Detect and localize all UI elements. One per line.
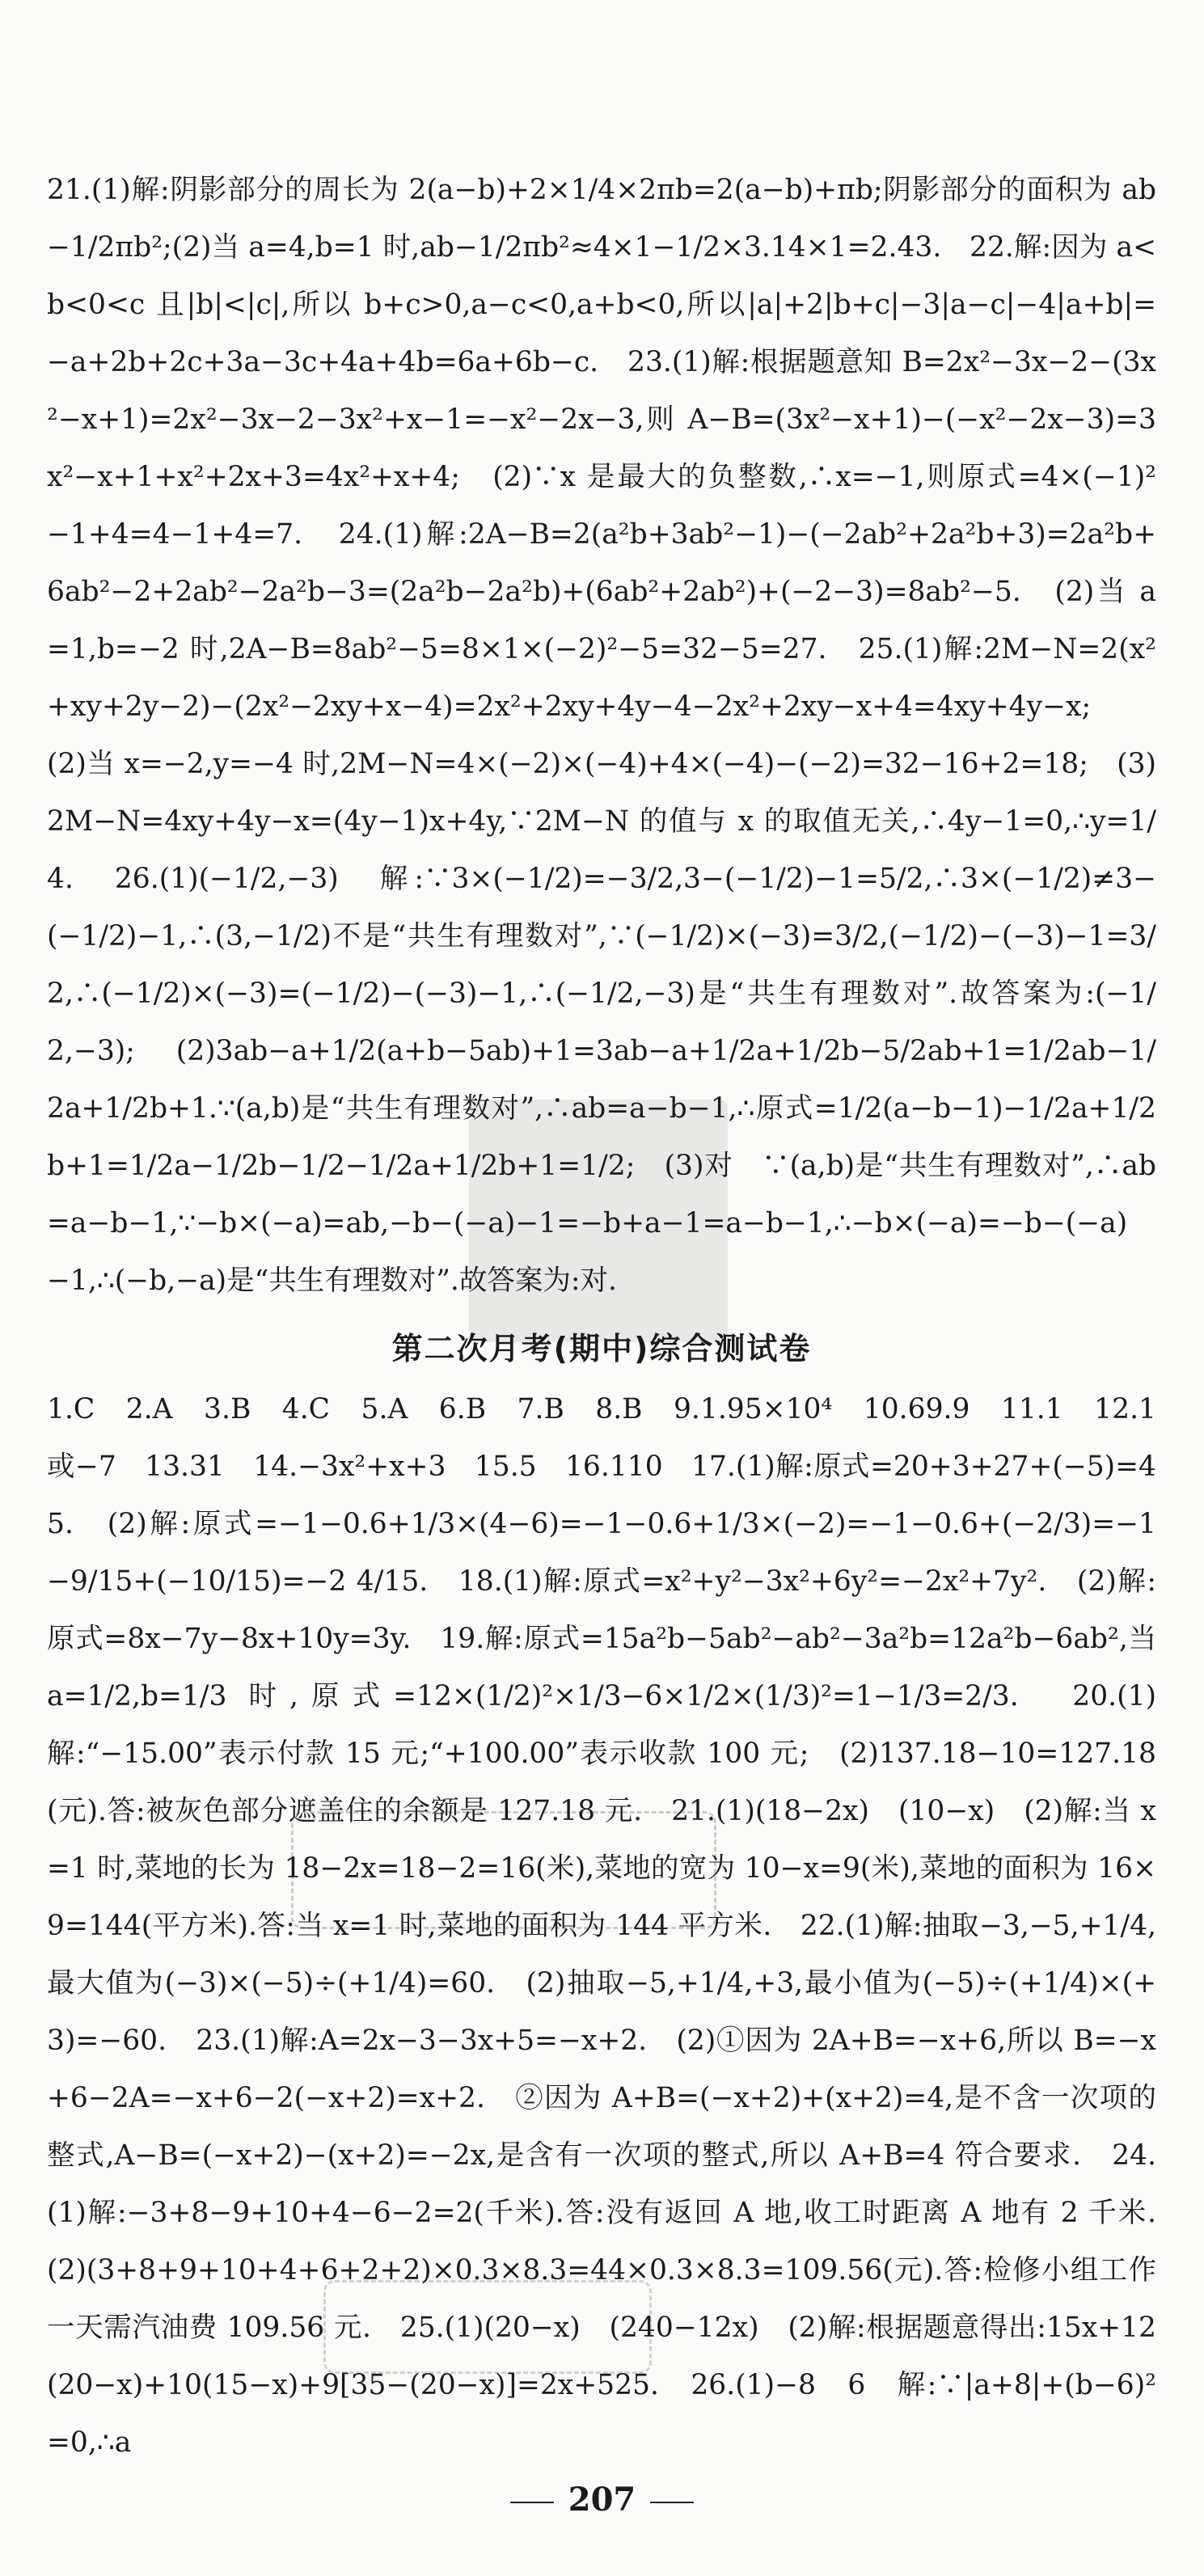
- page-number-text: 207: [568, 2481, 636, 2519]
- answer-paragraph-unit-test: 21.(1)解:阴影部分的周长为 2(a−b)+2×1/4×2πb=2(a−b)+πb;阴影部分的面积为 ab−1/2πb²;(2)当 a=4,b=1 时,ab−1/2πb²≈4×1−1/2×3.14×1=2.43. 22.解:因为 a<b<0<c 且|b|<|c|,所以 b+c>0,a−c<0,a+b<0,所以|a|+2|b+c|−3|a−c|−4|a+b|=−a+2b+2c+3a−3c+4a+4b=6a+6b−c. 23.(1)解:根据题意知 B=2x²−3x−2−(3x²−x+1)=2x²−3x−2−3x²+x−1=−x²−2x−3,则 A−B=(3x²−x+1)−(−x²−2x−3)=3x²−x+1+x²+2x+3=4x²+x+4; (2)∵x 是最大的负整数,∴x=−1,则原式=4×(−1)²−1+4=4−1+4=7. 24.(1)解:2A−B=2(a²b+3ab²−1)−(−2ab²+2a²b+3)=2a²b+6ab²−2+2ab²−2a²b−3=(2a²b−2a²b)+(6ab²+2ab²)+(−2−3)=8ab²−5. (2)当 a=1,b=−2 时,2A−B=8ab²−5=8×1×(−2)²−5=32−5=27. 25.(1)解:2M−N=2(x²+xy+2y−2)−(2x²−2xy+x−4)=2x²+2xy+4y−4−2x²+2xy−x+4=4xy+4y−x; (2)当 x=−2,y=−4 时,2M−N=4×(−2)×(−4)+4×(−4)−(−2)=32−16+2=18; (3)2M−N=4xy+4y−x=(4y−1)x+4y,∵2M−N 的值与 x 的取值无关,∴4y−1=0,∴y=1/4. 26.(1)(−1/2,−3) 解:∵3×(−1/2)=−3/2,3−(−1/2)−1=5/2,∴3×(−1/2)≠3−(−1/2)−1,∴(3,−1/2)不是“共生有理数对”,∵(−1/2)×(−3)=3/2,(−1/2)−(−3)−1=3/2,∴(−1/2)×(−3)=(−1/2)−(−3)−1,∴(−1/2,−3)是“共生有理数对”.故答案为:(−1/2,−3); (2)3ab−a+1/2(a+b−5ab)+1=3ab−a+1/2a+1/2b−5/2ab+1=1/2ab−1/2a+1/2b+1.∵(a,b)是“共生有理数对”,∴ab=a−b−1,∴原式=1/2(a−b−1)−1/2a+1/2b+1=1/2a−1/2b−1/2−1/2a+1/2b+1=1/2; (3)对 ∵(a,b)是“共生有理数对”,∴ab=a−b−1,∵−b×(−a)=ab,−b−(−a)−1=−b+a−1=a−b−1,∴−b×(−a)=−b−(−a)−1,∴(−b,−a)是“共生有理数对”.故答案为:对.: [47, 174, 1156, 1297]
- page-number-right-dash: [650, 2502, 694, 2503]
- page-number-left-dash: [510, 2502, 554, 2503]
- page-number: [0, 2481, 1204, 2519]
- section-title: 第二次月考(期中)综合测试卷: [391, 1331, 812, 1366]
- answer-page: [47, 162, 1185, 2472]
- answer-paragraph-midterm: 1.C 2.A 3.B 4.C 5.A 6.B 7.B 8.B 9.1.95×10⁴ 10.69.9 11.1 12.1 或−7 13.31 14.−3x²+x+3 15.5 16.110 17.(1)解:原式=20+3+27+(−5)=45. (2)解:原式=−1−0.6+1/3×(4−6)=−1−0.6+1/3×(−2)=−1−0.6+(−2/3)=−1−9/15+(−10/15)=−2 4/15. 18.(1)解:原式=x²+y²−3x²+6y²=−2x²+7y². (2)解:原式=8x−7y−8x+10y=3y. 19.解:原式=15a²b−5ab²−ab²−3a²b=12a²b−6ab²,当 a=1/2,b=1/3 时,原式=12×(1/2)²×1/3−6×1/2×(1/3)²=1−1/3=2/3. 20.(1)解:“−15.00”表示付款 15 元;“+100.00”表示收款 100 元; (2)137.18−10=127.18(元).答:被灰色部分遮盖住的余额是 127.18 元. 21.(1)(18−2x) (10−x) (2)解:当 x=1 时,菜地的长为 18−2x=18−2=16(米),菜地的宽为 10−x=9(米),菜地的面积为 16×9=144(平方米).答:当 x=1 时,菜地的面积为 144 平方米. 22.(1)解:抽取−3,−5,+1/4,最大值为(−3)×(−5)÷(+1/4)=60. (2)抽取−5,+1/4,+3,最小值为(−5)÷(+1/4)×(+3)=−60. 23.(1)解:A=2x−3−3x+5=−x+2. (2)①因为 2A+B=−x+6,所以 B=−x+6−2A=−x+6−2(−x+2)=x+2. ②因为 A+B=(−x+2)+(x+2)=4,是不含一次项的整式,A−B=(−x+2)−(x+2)=−2x,是含有一次项的整式,所以 A+B=4 符合要求. 24.(1)解:−3+8−9+10+4−6−2=2(千米).答:没有返回 A 地,收工时距离 A 地有 2 千米. (2)(3+8+9+10+4+6+2+2)×0.3×8.3=44×0.3×8.3=109.56(元).答:检修小组工作一天需汽油费 109.56 元. 25.(1)(20−x) (240−12x) (2)解:根据题意得出:15x+12(20−x)+10(15−x)+9[35−(20−x)]=2x+525. 26.(1)−8 6 解:∵|a+8|+(b−6)²=0,∴a: [47, 1393, 1185, 2459]
